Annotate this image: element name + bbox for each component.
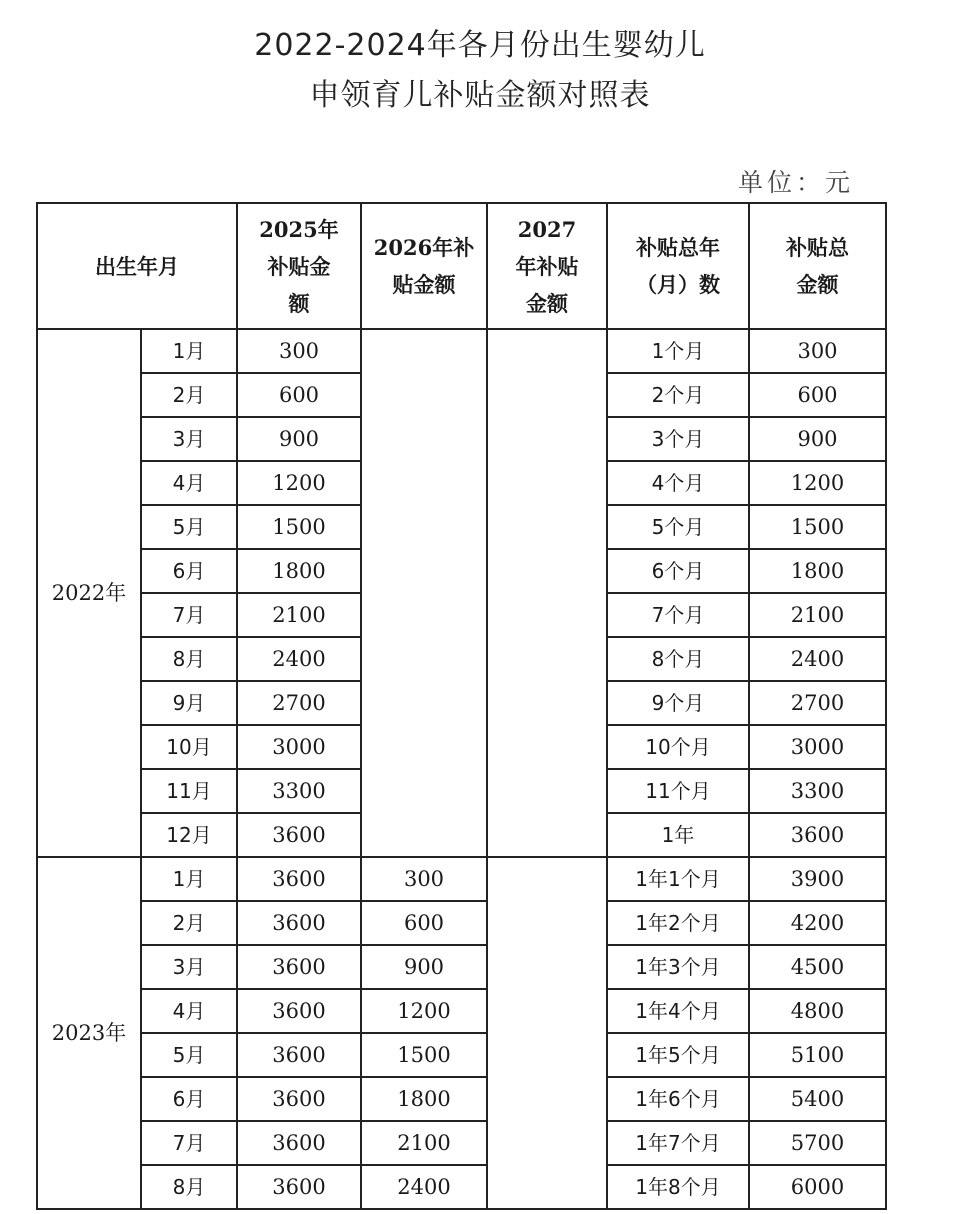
table-body (37, 329, 886, 1209)
month-cell: 12月 (141, 813, 237, 857)
total-months-cell: 9个月 (607, 681, 749, 725)
amount-2026-cell: 1800 (361, 1077, 487, 1121)
month-cell: 2月 (141, 373, 237, 417)
total-amount-cell: 4500 (749, 945, 886, 989)
month-cell: 3月 (141, 417, 237, 461)
table-row (37, 1033, 886, 1077)
amount-2026-cell: 1200 (361, 989, 487, 1033)
amount-2025-cell: 3000 (237, 725, 361, 769)
amount-2025-cell: 2700 (237, 681, 361, 725)
amount-2025-cell: 1800 (237, 549, 361, 593)
total-months-cell: 6个月 (607, 549, 749, 593)
page-title-line2: 申领育儿补贴金额对照表 (309, 78, 651, 113)
total-amount-cell: 5700 (749, 1121, 886, 1165)
total-months-cell: 1年 (607, 813, 749, 857)
amount-2027-cell (487, 857, 607, 1209)
total-months-cell: 10个月 (607, 725, 749, 769)
month-cell: 4月 (141, 989, 237, 1033)
total-amount-cell: 300 (749, 329, 886, 373)
header-row (37, 203, 886, 329)
total-months-cell: 3个月 (607, 417, 749, 461)
amount-2026-cell: 2400 (361, 1165, 487, 1209)
total-amount-cell: 6000 (749, 1165, 886, 1209)
amount-2025-cell: 3600 (237, 989, 361, 1033)
amount-2025-cell: 3300 (237, 769, 361, 813)
amount-2026-cell: 900 (361, 945, 487, 989)
amount-2025-cell: 3600 (237, 1077, 361, 1121)
month-cell: 8月 (141, 637, 237, 681)
total-months-cell: 1年7个月 (607, 1121, 749, 1165)
total-amount-cell: 5100 (749, 1033, 886, 1077)
total-amount-cell: 1500 (749, 505, 886, 549)
month-cell: 8月 (141, 1165, 237, 1209)
table-row (37, 989, 886, 1033)
total-months-cell: 1年2个月 (607, 901, 749, 945)
amount-2025-cell: 2100 (237, 593, 361, 637)
month-cell: 11月 (141, 769, 237, 813)
total-amount-cell: 3900 (749, 857, 886, 901)
amount-2026-cell (361, 329, 487, 857)
total-amount-cell: 1800 (749, 549, 886, 593)
total-amount-cell: 3300 (749, 769, 886, 813)
total-months-cell: 1年8个月 (607, 1165, 749, 1209)
total-amount-cell: 1200 (749, 461, 886, 505)
amount-2027-cell (487, 329, 607, 857)
amount-2026-cell: 1500 (361, 1033, 487, 1077)
amount-2025-cell: 3600 (237, 857, 361, 901)
month-cell: 1月 (141, 857, 237, 901)
header-birth-month: 出生年月 (37, 203, 237, 329)
total-amount-cell: 2400 (749, 637, 886, 681)
amount-2025-cell: 2400 (237, 637, 361, 681)
amount-2025-cell: 600 (237, 373, 361, 417)
total-months-cell: 1个月 (607, 329, 749, 373)
table-row (37, 329, 886, 373)
month-cell: 6月 (141, 1077, 237, 1121)
total-months-cell: 1年1个月 (607, 857, 749, 901)
unit-label: 单位：元 (738, 168, 855, 197)
total-amount-cell: 5400 (749, 1077, 886, 1121)
month-cell: 5月 (141, 1033, 237, 1077)
month-cell: 7月 (141, 1121, 237, 1165)
month-cell: 9月 (141, 681, 237, 725)
total-months-cell: 7个月 (607, 593, 749, 637)
total-months-cell: 8个月 (607, 637, 749, 681)
header-total-months: 补贴总年（月）数 (607, 203, 749, 329)
header-2026-amount: 2026年补贴金额 (361, 203, 487, 329)
amount-2026-cell: 2100 (361, 1121, 487, 1165)
table-row (37, 1165, 886, 1209)
total-amount-cell: 600 (749, 373, 886, 417)
page-title-line1: 2022-2024年各月份出生婴幼儿 (254, 28, 706, 63)
table-row (37, 945, 886, 989)
amount-2025-cell: 3600 (237, 901, 361, 945)
total-amount-cell: 3000 (749, 725, 886, 769)
amount-2025-cell: 1500 (237, 505, 361, 549)
total-months-cell: 2个月 (607, 373, 749, 417)
header-2027-amount: 2027年补贴金额 (487, 203, 607, 329)
table-row (37, 901, 886, 945)
amount-2026-cell: 300 (361, 857, 487, 901)
month-cell: 2月 (141, 901, 237, 945)
amount-2025-cell: 300 (237, 329, 361, 373)
month-cell: 3月 (141, 945, 237, 989)
amount-2025-cell: 3600 (237, 1121, 361, 1165)
month-cell: 4月 (141, 461, 237, 505)
amount-2025-cell: 1200 (237, 461, 361, 505)
total-months-cell: 1年3个月 (607, 945, 749, 989)
table-row (37, 857, 886, 901)
total-amount-cell: 900 (749, 417, 886, 461)
month-cell: 6月 (141, 549, 237, 593)
total-amount-cell: 2700 (749, 681, 886, 725)
amount-2025-cell: 3600 (237, 1033, 361, 1077)
total-months-cell: 5个月 (607, 505, 749, 549)
amount-2025-cell: 3600 (237, 1165, 361, 1209)
amount-2026-cell: 600 (361, 901, 487, 945)
month-cell: 5月 (141, 505, 237, 549)
total-months-cell: 1年5个月 (607, 1033, 749, 1077)
table-row (37, 1121, 886, 1165)
total-months-cell: 1年6个月 (607, 1077, 749, 1121)
month-cell: 7月 (141, 593, 237, 637)
total-months-cell: 11个月 (607, 769, 749, 813)
header-total-amount: 补贴总金额 (749, 203, 886, 329)
total-months-cell: 4个月 (607, 461, 749, 505)
table-row (37, 1077, 886, 1121)
amount-2025-cell: 900 (237, 417, 361, 461)
month-cell: 10月 (141, 725, 237, 769)
amount-2025-cell: 3600 (237, 945, 361, 989)
year-cell: 2022年 (37, 329, 141, 857)
subsidy-table (36, 202, 887, 1210)
amount-2025-cell: 3600 (237, 813, 361, 857)
year-cell: 2023年 (37, 857, 141, 1209)
header-2025-amount: 2025年补贴金额 (237, 203, 361, 329)
month-cell: 1月 (141, 329, 237, 373)
total-amount-cell: 4200 (749, 901, 886, 945)
total-amount-cell: 4800 (749, 989, 886, 1033)
total-months-cell: 1年4个月 (607, 989, 749, 1033)
total-amount-cell: 2100 (749, 593, 886, 637)
total-amount-cell: 3600 (749, 813, 886, 857)
